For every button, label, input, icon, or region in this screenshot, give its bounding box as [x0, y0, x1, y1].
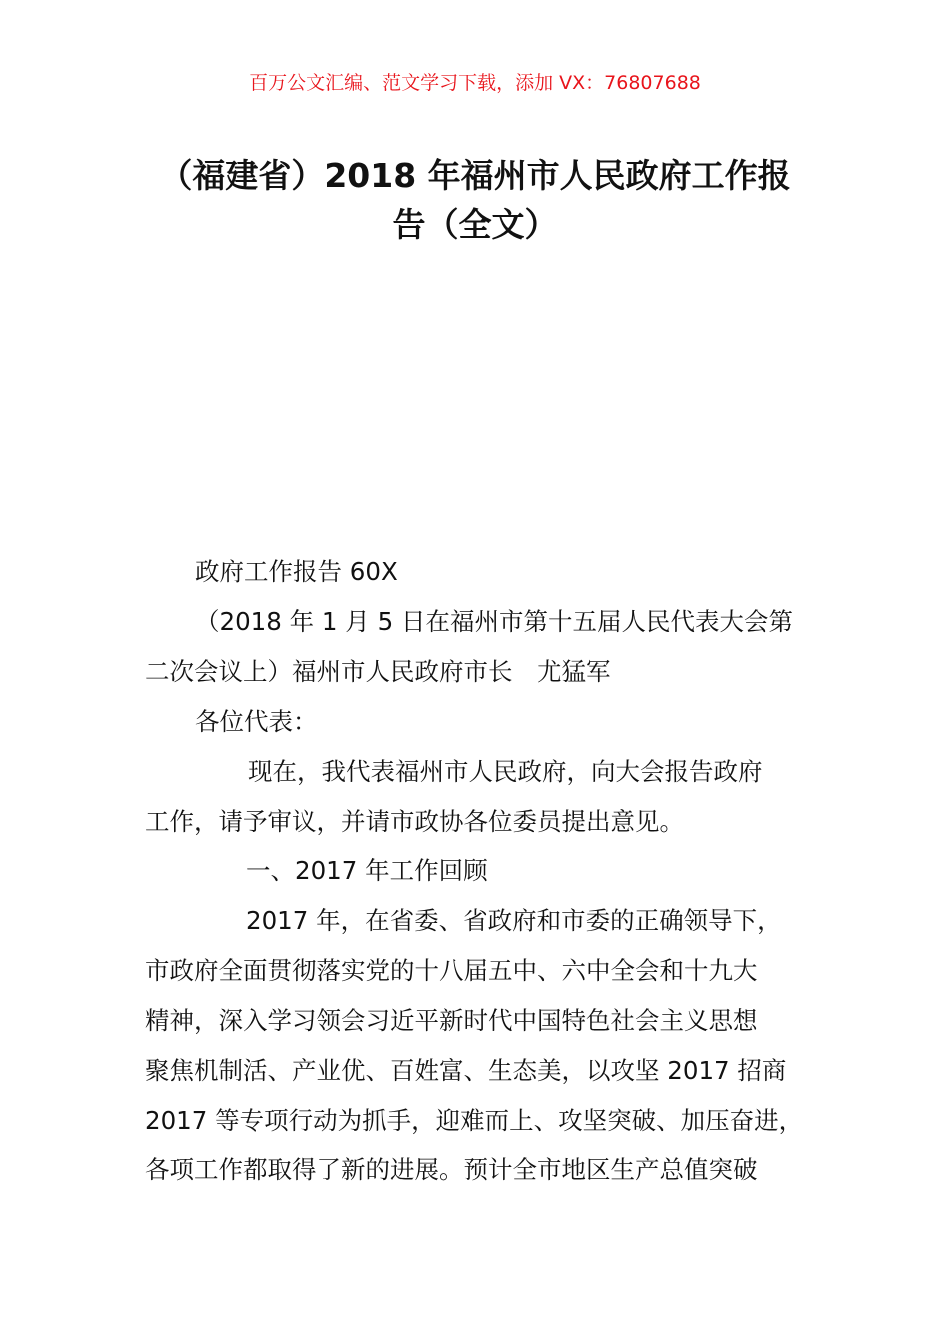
- body-line: 工作，请予审议，并请市政协各位委员提出意见。: [145, 807, 684, 836]
- document-title-line-1: （福建省）2018 年福州市人民政府工作报: [159, 156, 791, 195]
- body-line: （2018 年 1 月 5 日在福州市第十五届人民代表大会第: [195, 607, 793, 636]
- document-title-line-2: 告（全文）: [392, 205, 558, 244]
- body-line: 2017 年，在省委、省政府和市委的正确领导下，: [246, 906, 782, 935]
- body-line: 市政府全面贯彻落实党的十八届五中、六中全会和十九大: [145, 956, 758, 985]
- watermark-banner: 百万公文汇编、范文学习下载，添加 VX：76807688: [249, 72, 701, 94]
- report-subtitle: 政府工作报告 60X: [195, 557, 398, 586]
- body-line: 各项工作都取得了新的进展。预计全市地区生产总值突破: [145, 1155, 758, 1184]
- body-line: 2017 等专项行动为抓手，迎难而上、攻坚突破、加压奋进，: [145, 1106, 804, 1135]
- body-line: 聚焦机制活、产业优、百姓富、生态美，以攻坚 2017 招商: [145, 1056, 787, 1085]
- body-line: 精神，深入学习领会习近平新时代中国特色社会主义思想: [145, 1006, 758, 1035]
- body-line: 二次会议上）福州市人民政府市长 尤猛军: [145, 657, 611, 686]
- body-line: 现在，我代表福州市人民政府，向大会报告政府: [248, 757, 763, 786]
- salutation: 各位代表：: [195, 707, 318, 736]
- section-heading: 一、2017 年工作回顾: [246, 856, 488, 885]
